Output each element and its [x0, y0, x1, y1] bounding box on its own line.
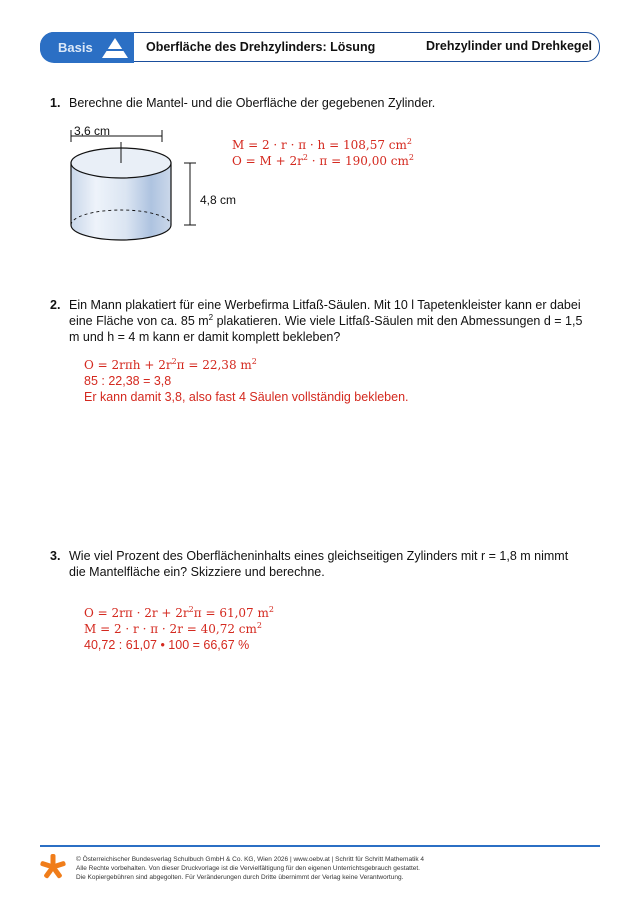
solution-line: $O = 2r\pi h + 2r^2\pi = 22,38$ $m^2$	[84, 357, 257, 372]
task-3-solution	[84, 605, 274, 653]
solution-line: Er kann damit 3,8, also fast 4 Säulen vollständig bekleben.	[84, 390, 409, 404]
diameter-label: 3,6 cm	[74, 124, 111, 138]
task-2-number: 2.	[50, 298, 61, 312]
solution-line: $O = 2r\pi \cdot 2r + 2r^2\pi = 61,07$ $m^2$	[84, 605, 274, 620]
task-2-text: Ein Mann plakatiert für eine Werbefirma Litfaß-Säulen. Mit 10 l Tapetenkleister kann er dabei eine Fläche von ca. 85 $m^2$ plakatieren. Wie viele Litfaß-Säulen mit den Abmessungen d = 1,5 m und h = 4 m kann er damit komplett bekleben?	[69, 298, 583, 344]
level-badge-label: Basis	[58, 40, 93, 55]
solution-line: 40,72 : 61,07 • 100 = 66,67 %	[84, 638, 250, 652]
task-1-number: 1.	[50, 96, 61, 110]
cylinder-figure	[60, 118, 220, 253]
copyright-notice: © Österreichischer Bundesverlag Schulbuch GmbH & Co. KG, Wien 2026 | www.oebv.at | Schritt für Schritt Mathematik 4 Alle Rechte vorbehalten. Von dieser Druckvorlage ist die Vervielfältigung für den eigenen Unterrichtsgebrauch gestattet. Die Kopiergebühren sind abgegolten. Für Veränderungen durch Dritte übernimmt der Verlag keine Verantwortung.	[76, 856, 424, 881]
task-1-text: Berechne die Mantel- und die Oberfläche der gegebenen Zylinder.	[69, 96, 436, 110]
task-1-solution	[232, 137, 414, 169]
publisher-logo-icon	[39, 853, 67, 881]
footer-rule	[40, 845, 600, 847]
solution-line: M = 2 · r · π · h = 108,57 $cm^2$	[232, 137, 412, 152]
page-title: Oberfläche des Drehzylinders: Lösung	[146, 40, 376, 54]
pyramid-icon	[100, 36, 130, 60]
task-3-number: 3.	[50, 549, 61, 563]
solution-line: 85 : 22,38 = 3,8	[84, 374, 172, 388]
task-2-solution	[84, 357, 409, 405]
page-header	[40, 32, 600, 62]
topic-label: Drehzylinder und Drehkegel	[425, 39, 592, 53]
task-3-text: Wie viel Prozent des Oberflächeninhalts eines gleichseitigen Zylinders mit r = 1,8 m nimmt die Mantelfläche ein? Skizziere und berechne.	[69, 549, 569, 579]
level-badge	[40, 32, 134, 63]
height-label: 4,8 cm	[200, 193, 237, 207]
solution-line: M = 2 · r · π · 2r = 40,72 $cm^2$	[84, 621, 262, 636]
solution-line: $O = M + 2r^2 \cdot \pi = 190,00$ $cm^2$	[232, 153, 414, 168]
